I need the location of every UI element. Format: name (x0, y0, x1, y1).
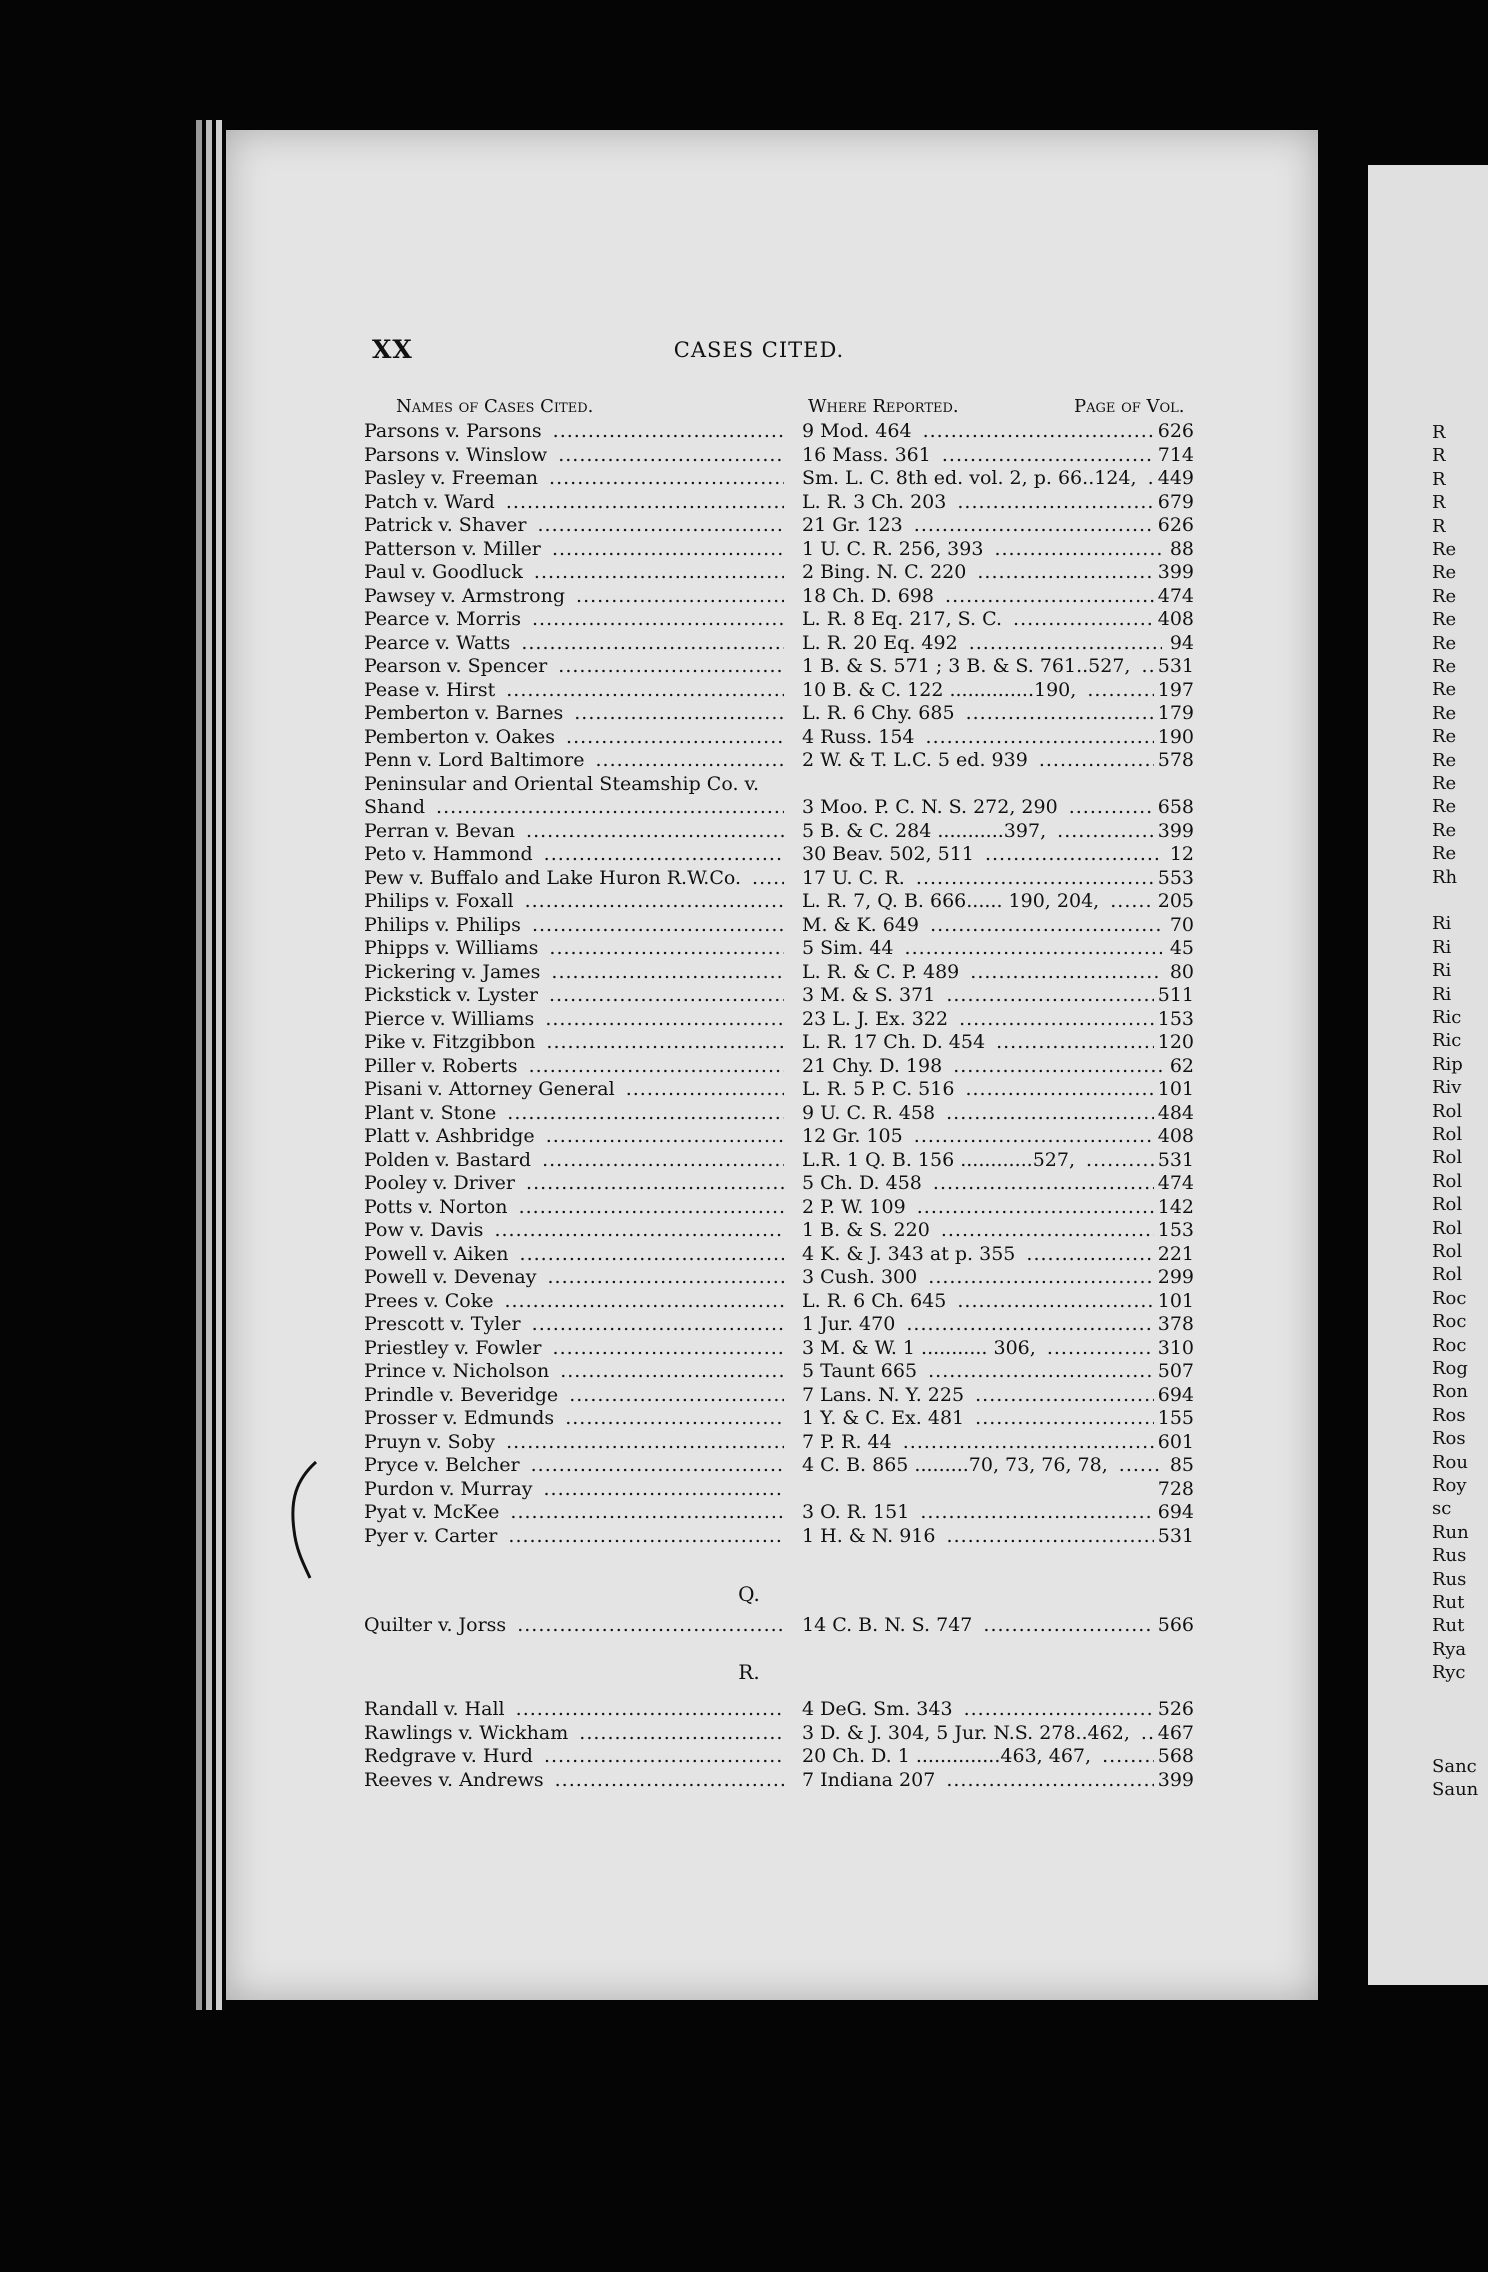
case-reference: L.R. 1 Q. B. 156 ............527, (802, 1149, 1079, 1171)
case-reference: L. R. 20 Eq. 492 (802, 632, 962, 654)
next-page-fragment: Rol (1432, 1170, 1463, 1192)
case-name: Pasley v. Freeman (364, 467, 542, 489)
next-page-fragment: R (1432, 445, 1446, 467)
table-row (364, 749, 1214, 772)
case-page-number: 484 (1154, 1102, 1194, 1125)
case-page-number: 88 (1166, 538, 1194, 561)
case-page-number: 399 (1154, 820, 1194, 843)
case-page-number: 714 (1154, 444, 1194, 467)
case-reference: 7 Lans. N. Y. 225 (802, 1384, 968, 1406)
table-row (364, 679, 1214, 702)
table-row (364, 1172, 1214, 1195)
case-reference: 2 W. & T. L.C. 5 ed. 939 (802, 749, 1032, 771)
case-reference: 9 U. C. R. 458 (802, 1102, 939, 1124)
case-page-number: 190 (1154, 726, 1194, 749)
case-name: Pew v. Buffalo and Lake Huron R.W.Co. (364, 867, 745, 889)
case-reference: 3 Moo. P. C. N. S. 272, 290 (802, 796, 1062, 818)
case-page-number: 507 (1154, 1360, 1194, 1383)
case-page-number: 728 (1154, 1478, 1194, 1501)
case-reference: 4 DeG. Sm. 343 (802, 1698, 957, 1720)
case-name: Perran v. Bevan (364, 820, 519, 842)
case-name: Pease v. Hirst (364, 679, 499, 701)
case-page-number: 80 (1166, 961, 1194, 984)
case-reference: 4 Russ. 154 (802, 726, 919, 748)
case-reference: 1 B. & S. 571 ; 3 B. & S. 761..527, (802, 655, 1134, 677)
case-page-number: 399 (1154, 1769, 1194, 1792)
table-row (364, 420, 1214, 443)
case-reference: 1 Y. & C. Ex. 481 (802, 1407, 968, 1429)
table-row (364, 1337, 1214, 1360)
case-name: Reeves v. Andrews (364, 1769, 548, 1791)
page-number: XX (372, 335, 413, 364)
case-name: Shand (364, 796, 429, 818)
case-reference: 14 C. B. N. S. 747 (802, 1614, 976, 1636)
table-row (364, 1698, 1214, 1721)
case-reference: 5 Ch. D. 458 (802, 1172, 926, 1194)
case-reference: 7 P. R. 44 (802, 1431, 896, 1453)
table-row (364, 1125, 1214, 1148)
table-row (364, 1501, 1214, 1524)
case-reference: 5 Taunt 665 (802, 1360, 921, 1382)
table-row (364, 1407, 1214, 1430)
next-page-fragment: Saun (1432, 1779, 1479, 1801)
case-page-number: 12 (1166, 843, 1194, 866)
next-page-fragment: sc (1432, 1498, 1452, 1520)
case-page-number: 70 (1166, 914, 1194, 937)
case-page-number: 85 (1166, 1454, 1194, 1477)
case-page-number: 511 (1154, 984, 1194, 1007)
case-name: Pierce v. Williams (364, 1008, 538, 1030)
case-name: Powell v. Devenay (364, 1266, 540, 1288)
case-name: Piller v. Roberts (364, 1055, 522, 1077)
table-row (364, 1196, 1214, 1219)
case-reference: 2 P. W. 109 (802, 1196, 910, 1218)
next-page-fragment: Ros (1432, 1428, 1466, 1450)
case-name: Phipps v. Williams (364, 937, 542, 959)
case-reference: L. R. 17 Ch. D. 454 (802, 1031, 989, 1053)
next-page-fragment: Rus (1432, 1545, 1467, 1567)
case-reference: 7 Indiana 207 (802, 1769, 939, 1791)
case-name: Purdon v. Murray (364, 1478, 536, 1500)
table-row (364, 561, 1214, 584)
next-page-fragment: Re (1432, 726, 1457, 748)
case-name: Pearce v. Morris (364, 608, 525, 630)
case-page-number: 408 (1154, 1125, 1194, 1148)
table-row (364, 1313, 1214, 1336)
table-row (364, 867, 1214, 890)
case-reference: 30 Beav. 502, 511 (802, 843, 978, 865)
next-page-fragment: Ric (1432, 1030, 1462, 1052)
case-reference: 3 M. & S. 371 (802, 984, 939, 1006)
next-page-fragment: Re (1432, 585, 1457, 607)
next-page-fragment: Re (1432, 796, 1457, 818)
case-page-number: 658 (1154, 796, 1194, 819)
case-name: Quilter v. Jorss (364, 1614, 510, 1636)
next-page-fragment: Re (1432, 819, 1457, 841)
case-name: Prince v. Nicholson (364, 1360, 553, 1382)
case-reference: 3 D. & J. 304, 5 Jur. N.S. 278..462, (802, 1722, 1134, 1744)
case-page-number: 45 (1166, 937, 1194, 960)
case-name: Peninsular and Oriental Steamship Co. v. (364, 773, 763, 795)
table-row (364, 1525, 1214, 1548)
table-row (364, 1384, 1214, 1407)
case-name: Pooley v. Driver (364, 1172, 519, 1194)
case-page-number: 310 (1154, 1337, 1194, 1360)
case-page-number: 531 (1154, 1149, 1194, 1172)
case-name: Penn v. Lord Baltimore (364, 749, 588, 771)
table-row (364, 538, 1214, 561)
case-reference: L. R. & C. P. 489 (802, 961, 963, 983)
table-row (364, 937, 1214, 960)
column-header-page: Page of Vol. (1074, 396, 1185, 417)
next-page-fragment: Rip (1432, 1053, 1463, 1075)
next-page-fragment: Rya (1432, 1638, 1467, 1660)
case-page-number: 474 (1154, 585, 1194, 608)
table-row (364, 1219, 1214, 1242)
case-name: Pisani v. Attorney General (364, 1078, 619, 1100)
next-page-fragment: Roc (1432, 1287, 1467, 1309)
next-page-fragment: R (1432, 468, 1446, 490)
table-row (364, 890, 1214, 913)
next-page-fragment: Rou (1432, 1451, 1468, 1473)
case-reference: 10 B. & C. 122 ..............190, (802, 679, 1080, 701)
case-reference: 16 Mass. 361 (802, 444, 935, 466)
case-name: Prees v. Coke (364, 1290, 497, 1312)
case-reference: 20 Ch. D. 1 ..............463, 467, (802, 1745, 1095, 1767)
case-reference: M. & K. 649 (802, 914, 923, 936)
next-page-fragment: Rol (1432, 1124, 1463, 1145)
case-name: Pryce v. Belcher (364, 1454, 524, 1476)
case-reference: 3 Cush. 300 (802, 1266, 921, 1288)
case-name: Peto v. Hammond (364, 843, 537, 865)
table-row (364, 1055, 1214, 1078)
column-header-where: Where Reported. (808, 396, 959, 417)
next-page-fragment: Rog (1432, 1358, 1468, 1379)
case-reference: 2 Bing. N. C. 220 (802, 561, 970, 583)
next-page-fragment: Re (1432, 843, 1457, 865)
case-reference: 9 Mod. 464 (802, 420, 916, 442)
next-page-fragment: Riv (1432, 1077, 1462, 1099)
next-page-fragment: Rol (1432, 1194, 1463, 1216)
case-name: Patrick v. Shaver (364, 514, 530, 536)
next-page-fragment: Roy (1432, 1475, 1467, 1496)
table-row (364, 796, 1214, 819)
next-page-fragment: Ron (1432, 1381, 1468, 1403)
table-row (364, 514, 1214, 537)
case-page-number: 378 (1154, 1313, 1194, 1336)
next-page-fragment: Re (1432, 656, 1457, 677)
case-name: Pemberton v. Barnes (364, 702, 567, 724)
case-page-number: 467 (1154, 1722, 1194, 1745)
case-page-number: 179 (1154, 702, 1194, 725)
pencil-mark (286, 1460, 326, 1580)
table-row (364, 585, 1214, 608)
table-row (364, 773, 1214, 796)
case-name: Pyer v. Carter (364, 1525, 501, 1547)
table-row (364, 1078, 1214, 1101)
table-row (364, 820, 1214, 843)
case-reference: 23 L. J. Ex. 322 (802, 1008, 952, 1030)
case-page-number: 120 (1154, 1031, 1194, 1054)
page-edge-left-1 (196, 120, 202, 2010)
case-page-number: 531 (1154, 655, 1194, 678)
next-page-fragment: Rol (1432, 1147, 1463, 1169)
next-page-fragment: Rol (1432, 1264, 1463, 1286)
next-page-fragment: R (1432, 515, 1446, 537)
column-header-names: Names of Cases Cited. (396, 396, 594, 417)
table-row (364, 1431, 1214, 1454)
page-edge-left-3 (216, 120, 222, 2010)
case-name: Pickering v. James (364, 961, 544, 983)
case-page-number: 94 (1166, 632, 1194, 655)
next-page-fragment: Ri (1432, 913, 1452, 935)
table-row (364, 1478, 1214, 1501)
case-name: Pow v. Davis (364, 1219, 487, 1241)
next-page-fragment: Re (1432, 562, 1457, 584)
case-name: Potts v. Norton (364, 1196, 512, 1218)
table-row (364, 984, 1214, 1007)
table-row (364, 444, 1214, 467)
table-row (364, 632, 1214, 655)
case-reference: 3 M. & W. 1 ........... 306, (802, 1337, 1040, 1359)
case-page-number: 553 (1154, 867, 1194, 890)
next-page-fragment: Re (1432, 539, 1457, 560)
next-page-fragment: Rus (1432, 1568, 1467, 1590)
next-page-fragment: Ryc (1432, 1662, 1466, 1684)
section-letter-q: Q. (738, 1582, 760, 1606)
next-page-fragment: Rut (1432, 1592, 1465, 1613)
table-row (364, 1454, 1214, 1477)
case-reference: L. R. 6 Ch. 645 (802, 1290, 950, 1312)
case-page-number: 153 (1154, 1219, 1194, 1242)
case-reference: 4 K. & J. 343 at p. 355 (802, 1243, 1019, 1265)
table-row (364, 1243, 1214, 1266)
case-page-number: 601 (1154, 1431, 1194, 1454)
case-name: Parsons v. Parsons (364, 420, 546, 442)
table-row (364, 843, 1214, 866)
case-page-number: 399 (1154, 561, 1194, 584)
case-name: Powell v. Aiken (364, 1243, 513, 1265)
case-page-number: 531 (1154, 1525, 1194, 1548)
next-page-fragment: Rh (1432, 866, 1458, 888)
case-name: Plant v. Stone (364, 1102, 500, 1124)
case-page-number: 408 (1154, 608, 1194, 631)
case-reference: 21 Gr. 123 (802, 514, 907, 536)
case-reference: L. R. 6 Chy. 685 (802, 702, 959, 724)
case-reference: 1 B. & S. 220 (802, 1219, 934, 1241)
case-reference: 5 Sim. 44 (802, 937, 898, 959)
next-page-sheet (1368, 165, 1488, 1985)
case-name: Paul v. Goodluck (364, 561, 527, 583)
next-page-fragment: R (1432, 422, 1446, 443)
case-reference: Sm. L. C. 8th ed. vol. 2, p. 66..124, (802, 467, 1141, 489)
next-page-fragment: Ri (1432, 960, 1452, 982)
table-row (364, 491, 1214, 514)
case-reference: 18 Ch. D. 698 (802, 585, 938, 607)
next-page-fragment: Re (1432, 702, 1457, 724)
case-reference: 3 O. R. 151 (802, 1501, 913, 1523)
case-name: Pemberton v. Oakes (364, 726, 559, 748)
table-row (364, 1290, 1214, 1313)
case-name: Philips v. Philips (364, 914, 525, 936)
case-name: Pearson v. Spencer (364, 655, 551, 677)
next-page-fragment: Re (1432, 632, 1457, 654)
table-row (364, 608, 1214, 631)
next-page-fragment: Ri (1432, 983, 1452, 1005)
case-name: Patch v. Ward (364, 491, 499, 513)
case-reference: 1 H. & N. 916 (802, 1525, 939, 1547)
case-page-number: 101 (1154, 1290, 1194, 1313)
case-name: Randall v. Hall (364, 1698, 509, 1720)
case-page-number: 526 (1154, 1698, 1194, 1721)
section-letter-r: R. (738, 1660, 760, 1684)
case-name: Parsons v. Winslow (364, 444, 551, 466)
case-page-number: 679 (1154, 491, 1194, 514)
case-page-number: 221 (1154, 1243, 1194, 1266)
case-name: Rawlings v. Wickham (364, 1722, 572, 1744)
table-row (364, 1745, 1214, 1768)
page-edge-left-2 (206, 120, 212, 2010)
case-name: Pike v. Fitzgibbon (364, 1031, 539, 1053)
case-page-number: 101 (1154, 1078, 1194, 1101)
next-page-fragment: Ros (1432, 1404, 1466, 1426)
table-row (364, 961, 1214, 984)
case-page-number: 566 (1154, 1614, 1194, 1637)
case-reference: 12 Gr. 105 (802, 1125, 907, 1147)
case-page-number: 626 (1154, 420, 1194, 443)
next-page-fragment: Re (1432, 609, 1457, 631)
case-name: Platt v. Ashbridge (364, 1125, 539, 1147)
table-row (364, 1769, 1214, 1792)
table-row (364, 702, 1214, 725)
table-row (364, 1266, 1214, 1289)
case-page-number: 153 (1154, 1008, 1194, 1031)
case-name: Pyat v. McKee (364, 1501, 503, 1523)
case-reference: 21 Chy. D. 198 (802, 1055, 946, 1077)
case-page-number: 474 (1154, 1172, 1194, 1195)
table-row (364, 1614, 1214, 1637)
case-reference: 5 B. & C. 284 ...........397, (802, 820, 1050, 842)
table-row (364, 1102, 1214, 1125)
table-row (364, 1008, 1214, 1031)
table-row (364, 914, 1214, 937)
table-row (364, 655, 1214, 678)
case-page-number: 197 (1154, 679, 1194, 702)
case-page-number: 626 (1154, 514, 1194, 537)
case-reference: 1 Jur. 470 (802, 1313, 899, 1335)
next-page-fragment: R (1432, 492, 1446, 514)
case-reference: L. R. 5 P. C. 516 (802, 1078, 958, 1100)
case-page-number: 449 (1154, 467, 1194, 490)
next-page-fragment: Roc (1432, 1334, 1467, 1356)
case-reference: L. R. 8 Eq. 217, S. C. (802, 608, 1006, 630)
table-row (364, 1722, 1214, 1745)
case-reference: 17 U. C. R. (802, 867, 909, 889)
case-reference: L. R. 7, Q. B. 666...... 190, 204, (802, 890, 1103, 912)
case-page-number: 694 (1154, 1384, 1194, 1407)
case-page-number: 578 (1154, 749, 1194, 772)
next-page-fragment: Rol (1432, 1100, 1463, 1122)
case-page-number: 62 (1166, 1055, 1194, 1078)
next-page-fragment: Ri (1432, 936, 1452, 958)
table-row (364, 1360, 1214, 1383)
page-title: CASES CITED. (673, 338, 845, 362)
next-page-fragment: Rut (1432, 1615, 1465, 1637)
case-page-number: 694 (1154, 1501, 1194, 1524)
table-row (364, 1149, 1214, 1172)
case-page-number: 299 (1154, 1266, 1194, 1289)
case-name: Prosser v. Edmunds (364, 1407, 558, 1429)
case-name: Priestley v. Fowler (364, 1337, 545, 1359)
next-page-fragment: Roc (1432, 1311, 1467, 1333)
case-name: Philips v. Foxall (364, 890, 518, 912)
table-row (364, 1031, 1214, 1054)
case-page-number: 568 (1154, 1745, 1194, 1768)
next-page-fragment: Re (1432, 773, 1457, 794)
case-reference: 4 C. B. 865 .........70, 73, 76, 78, (802, 1454, 1112, 1476)
next-page-fragment: Rol (1432, 1217, 1463, 1239)
case-name: Prescott v. Tyler (364, 1313, 525, 1335)
case-name: Pruyn v. Soby (364, 1431, 499, 1453)
case-reference: L. R. 3 Ch. 203 (802, 491, 950, 513)
case-name: Pawsey v. Armstrong (364, 585, 569, 607)
case-page-number: 155 (1154, 1407, 1194, 1430)
case-page-number: 205 (1154, 890, 1194, 913)
next-page-fragment: Ric (1432, 1007, 1462, 1028)
case-name: Redgrave v. Hurd (364, 1745, 537, 1767)
next-page-fragment: Re (1432, 749, 1457, 771)
next-page-fragment: Re (1432, 679, 1457, 701)
case-name: Prindle v. Beveridge (364, 1384, 562, 1406)
next-page-fragment: Rol (1432, 1241, 1463, 1262)
next-page-fragment: Sanc (1432, 1755, 1477, 1777)
table-row (364, 467, 1214, 490)
case-name: Pearce v. Watts (364, 632, 514, 654)
table-row (364, 726, 1214, 749)
case-name: Patterson v. Miller (364, 538, 545, 560)
next-page-fragment: Run (1432, 1521, 1469, 1543)
case-page-number: 142 (1154, 1196, 1194, 1219)
case-reference: 1 U. C. R. 256, 393 (802, 538, 987, 560)
case-name: Pickstick v. Lyster (364, 984, 542, 1006)
case-name: Polden v. Bastard (364, 1149, 535, 1171)
